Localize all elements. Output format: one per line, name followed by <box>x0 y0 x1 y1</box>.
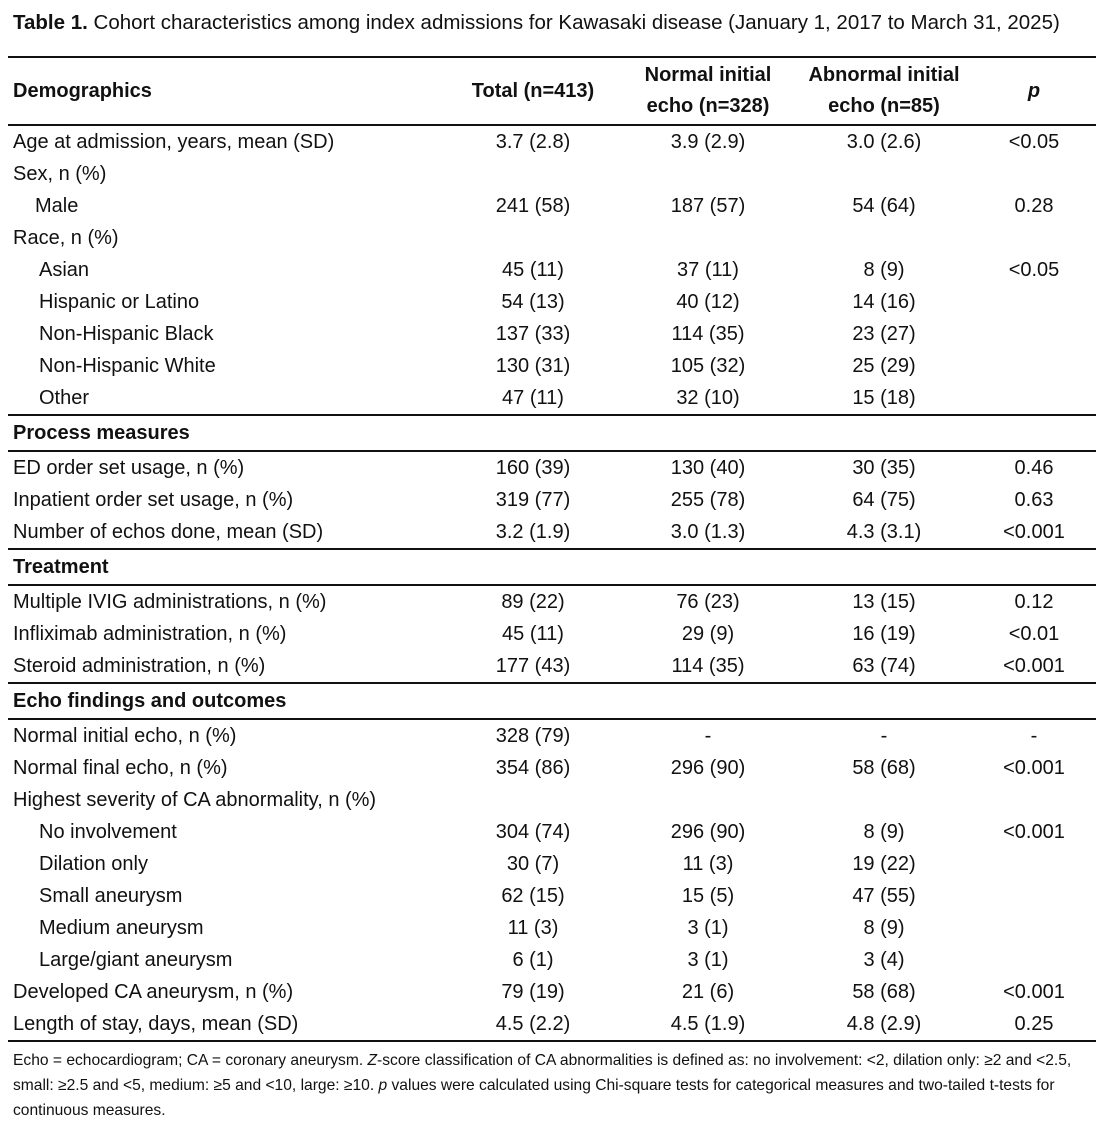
process-section <box>8 415 1096 451</box>
cell-p-value: 0.63 <box>1014 489 1054 511</box>
table-row <box>8 286 1096 318</box>
cell-p-value: <0.001 <box>1003 821 1065 843</box>
cell-abnormal-echo: 15 (18) <box>852 387 916 409</box>
table-row <box>8 912 1096 944</box>
footnote-part2: -score classification of CA abnormalities is defined as: no involvement: <2, dilation only: ≥2 and <2.5, small: ≥2.5 and <5, medium: ≥5 and <10, large: ≥10. <box>13 1052 1072 1094</box>
row-label: Large/giant aneurysm <box>39 949 233 971</box>
row-label: Race, n (%) <box>13 227 119 249</box>
cell-p-value <box>972 880 1096 912</box>
table-row <box>8 451 1096 484</box>
table-row <box>8 222 1096 254</box>
cell-abnormal-echo: 58 (68) <box>852 757 916 779</box>
cell-normal-echo: 76 (23) <box>676 591 740 613</box>
cell-total: 45 (11) <box>502 259 564 281</box>
cell-abnormal-echo <box>796 158 972 190</box>
table-row <box>8 382 1096 415</box>
table-row <box>8 719 1096 752</box>
cell-total: 45 (11) <box>502 623 564 645</box>
cell-p-value: 0.46 <box>1014 457 1054 479</box>
cell-p-value: 0.28 <box>1014 195 1054 217</box>
cell-p-value <box>972 382 1096 415</box>
cell-normal-echo: 130 (40) <box>670 457 746 479</box>
cell-abnormal-echo: 30 (35) <box>852 457 916 479</box>
table-row <box>8 784 1096 816</box>
cell-abnormal-echo: 25 (29) <box>852 355 916 377</box>
row-label: Male <box>35 195 79 217</box>
cell-p-value: <0.05 <box>1008 259 1060 281</box>
table-footnote <box>13 1048 1083 1123</box>
footnote-part3: values were calculated using Chi-square tests for categorical measures and two-tailed t-tests for continuous measures. <box>13 1077 1055 1119</box>
cell-abnormal-echo: 58 (68) <box>852 981 916 1003</box>
cell-abnormal-echo: 54 (64) <box>852 195 916 217</box>
cell-total: 47 (11) <box>502 387 564 409</box>
cell-abnormal-echo: 16 (19) <box>852 623 916 645</box>
row-label: No involvement <box>39 821 177 843</box>
table-title: Cohort characteristics among index admissions for Kawasaki disease (January 1, 2017 to March 31, 2025) <box>93 11 1060 34</box>
cell-normal-echo: 296 (90) <box>670 821 746 843</box>
cell-p-value <box>972 318 1096 350</box>
table-caption <box>13 9 1060 37</box>
cell-total: 54 (13) <box>501 291 565 313</box>
table-row <box>8 516 1096 549</box>
cell-total: 241 (58) <box>495 195 571 217</box>
cell-total: 354 (86) <box>495 757 571 779</box>
cell-normal-echo <box>620 158 796 190</box>
cell-normal-echo: 3.0 (1.3) <box>670 521 746 543</box>
echo-section <box>8 683 1096 719</box>
cell-abnormal-echo: 8 (9) <box>863 821 905 843</box>
header-normal-line1: Normal initial <box>644 64 772 86</box>
row-label: Inpatient order set usage, n (%) <box>13 489 294 511</box>
table-row <box>8 816 1096 848</box>
cell-total: 30 (7) <box>506 853 560 875</box>
cell-total: 62 (15) <box>501 885 565 907</box>
cell-normal-echo <box>620 784 796 816</box>
row-label: Infliximab administration, n (%) <box>13 623 287 645</box>
cell-total: 130 (31) <box>495 355 571 377</box>
cell-normal-echo: 105 (32) <box>670 355 746 377</box>
cell-abnormal-echo: 47 (55) <box>852 885 916 907</box>
table-row <box>8 944 1096 976</box>
cell-normal-echo: - <box>704 725 712 747</box>
cell-normal-echo: 15 (5) <box>681 885 735 907</box>
row-label: Asian <box>39 259 90 281</box>
row-label: Other <box>39 387 90 409</box>
cell-abnormal-echo: 8 (9) <box>863 259 905 281</box>
cell-normal-echo: 4.5 (1.9) <box>670 1013 746 1035</box>
cell-p-value: 0.25 <box>1014 1013 1054 1035</box>
header-p-value: p <box>1027 79 1041 102</box>
header-normal-line2: echo (n=328) <box>646 95 770 117</box>
cell-p-value: <0.001 <box>1003 521 1065 543</box>
cell-normal-echo: 21 (6) <box>681 981 735 1003</box>
header-row <box>8 57 1096 125</box>
cell-abnormal-echo: 3.0 (2.6) <box>846 131 922 153</box>
cell-p-value: <0.001 <box>1003 655 1065 677</box>
cell-abnormal-echo: 4.3 (3.1) <box>846 521 922 543</box>
cell-normal-echo: 37 (11) <box>677 259 739 281</box>
section-header-row <box>8 683 1096 719</box>
cell-abnormal-echo: 64 (75) <box>852 489 916 511</box>
table-row <box>8 752 1096 784</box>
row-label: Small aneurysm <box>39 885 183 907</box>
cell-total: 3.7 (2.8) <box>495 131 571 153</box>
header-total: Total (n=413) <box>471 79 595 102</box>
cell-normal-echo: 40 (12) <box>676 291 740 313</box>
row-label: Hispanic or Latino <box>39 291 200 313</box>
cell-total: 319 (77) <box>495 489 571 511</box>
cell-p-value <box>972 350 1096 382</box>
cell-p-value <box>972 848 1096 880</box>
table-row <box>8 880 1096 912</box>
cell-abnormal-echo: 23 (27) <box>852 323 916 345</box>
cell-p-value: <0.001 <box>1003 981 1065 1003</box>
row-label: Normal final echo, n (%) <box>13 757 228 779</box>
cell-normal-echo: 11 (3) <box>682 853 734 875</box>
cell-normal-echo: 296 (90) <box>670 757 746 779</box>
table-row <box>8 190 1096 222</box>
row-label: Dilation only <box>39 853 148 875</box>
row-label: Sex, n (%) <box>13 163 107 185</box>
cell-total: 4.5 (2.2) <box>495 1013 571 1035</box>
row-label: Age at admission, years, mean (SD) <box>13 131 335 153</box>
cell-normal-echo: 3 (1) <box>687 917 729 939</box>
cell-p-value: - <box>1030 725 1038 747</box>
cell-abnormal-echo: 4.8 (2.9) <box>846 1013 922 1035</box>
row-label: Highest severity of CA abnormality, n (%) <box>13 789 377 811</box>
row-label: Non-Hispanic White <box>39 355 216 377</box>
footnote-p: p <box>378 1077 388 1094</box>
row-label: Length of stay, days, mean (SD) <box>13 1013 299 1035</box>
cell-normal-echo: 3 (1) <box>687 949 729 971</box>
echo-rows <box>8 719 1096 1041</box>
process-rows <box>8 451 1096 549</box>
row-label: Developed CA aneurysm, n (%) <box>13 981 294 1003</box>
row-label: Steroid administration, n (%) <box>13 655 266 677</box>
row-label: Non-Hispanic Black <box>39 323 214 345</box>
cell-p-value <box>972 784 1096 816</box>
section-title-process: Process measures <box>13 422 190 444</box>
table-row <box>8 350 1096 382</box>
cell-total: 11 (3) <box>507 917 559 939</box>
cell-p-value <box>972 222 1096 254</box>
table-row <box>8 125 1096 158</box>
header-abnormal-echo <box>796 57 972 125</box>
table-row <box>8 976 1096 1008</box>
row-label: ED order set usage, n (%) <box>13 457 245 479</box>
table-row <box>8 254 1096 286</box>
cell-abnormal-echo <box>796 222 972 254</box>
table-row <box>8 484 1096 516</box>
table-label: Table 1. <box>13 11 88 34</box>
cell-total: 160 (39) <box>495 457 571 479</box>
cell-p-value <box>972 912 1096 944</box>
cohort-table <box>8 56 1096 1042</box>
cell-normal-echo: 114 (35) <box>671 655 745 677</box>
cell-p-value <box>972 286 1096 318</box>
cell-total <box>446 784 620 816</box>
cell-normal-echo: 32 (10) <box>676 387 740 409</box>
table-row <box>8 618 1096 650</box>
cell-normal-echo <box>620 222 796 254</box>
row-label: Normal initial echo, n (%) <box>13 725 237 747</box>
treatment-rows <box>8 585 1096 683</box>
cell-normal-echo: 114 (35) <box>671 323 745 345</box>
cell-p-value <box>972 158 1096 190</box>
header-normal-echo <box>620 57 796 125</box>
cell-normal-echo: 255 (78) <box>670 489 746 511</box>
cell-normal-echo: 187 (57) <box>670 195 746 217</box>
cell-total: 6 (1) <box>512 949 554 971</box>
treatment-section <box>8 549 1096 585</box>
footnote-z: Z <box>367 1052 378 1069</box>
cell-total: 137 (33) <box>495 323 571 345</box>
row-label: Number of echos done, mean (SD) <box>13 521 324 543</box>
cell-total: 304 (74) <box>495 821 571 843</box>
cell-total <box>446 158 620 190</box>
cell-p-value <box>972 944 1096 976</box>
cell-abnormal-echo <box>796 784 972 816</box>
cell-total: 79 (19) <box>501 981 565 1003</box>
cell-p-value: <0.05 <box>1008 131 1060 153</box>
cell-p-value: <0.001 <box>1003 757 1065 779</box>
cell-abnormal-echo: 8 (9) <box>863 917 905 939</box>
section-title-echo: Echo findings and outcomes <box>13 690 287 712</box>
cell-abnormal-echo: 19 (22) <box>852 853 916 875</box>
table-row <box>8 650 1096 683</box>
cell-p-value: <0.01 <box>1008 623 1060 645</box>
table-row <box>8 318 1096 350</box>
table-row <box>8 848 1096 880</box>
cell-abnormal-echo: 3 (4) <box>863 949 905 971</box>
cell-abnormal-echo: - <box>880 725 888 747</box>
table-row <box>8 1008 1096 1041</box>
cell-total: 3.2 (1.9) <box>495 521 571 543</box>
cell-total: 177 (43) <box>495 655 571 677</box>
header-demographics: Demographics <box>13 79 152 102</box>
demographics-section <box>8 125 1096 415</box>
table-row <box>8 585 1096 618</box>
header-abnormal-line1: Abnormal initial <box>808 64 960 86</box>
cell-total: 89 (22) <box>501 591 565 613</box>
cell-abnormal-echo: 14 (16) <box>852 291 916 313</box>
row-label: Medium aneurysm <box>39 917 204 939</box>
section-header-row <box>8 549 1096 585</box>
cell-total: 328 (79) <box>495 725 571 747</box>
section-title-treatment: Treatment <box>13 556 109 578</box>
cell-total <box>446 222 620 254</box>
cell-normal-echo: 3.9 (2.9) <box>670 131 746 153</box>
cell-p-value: 0.12 <box>1014 591 1054 613</box>
cell-abnormal-echo: 13 (15) <box>852 591 916 613</box>
section-header-row <box>8 415 1096 451</box>
table-row <box>8 158 1096 190</box>
footnote-part1: Echo = echocardiogram; CA = coronary aneurysm. <box>13 1052 368 1069</box>
cell-normal-echo: 29 (9) <box>681 623 735 645</box>
cell-abnormal-echo: 63 (74) <box>852 655 916 677</box>
row-label: Multiple IVIG administrations, n (%) <box>13 591 327 613</box>
header-abnormal-line2: echo (n=85) <box>828 95 940 117</box>
